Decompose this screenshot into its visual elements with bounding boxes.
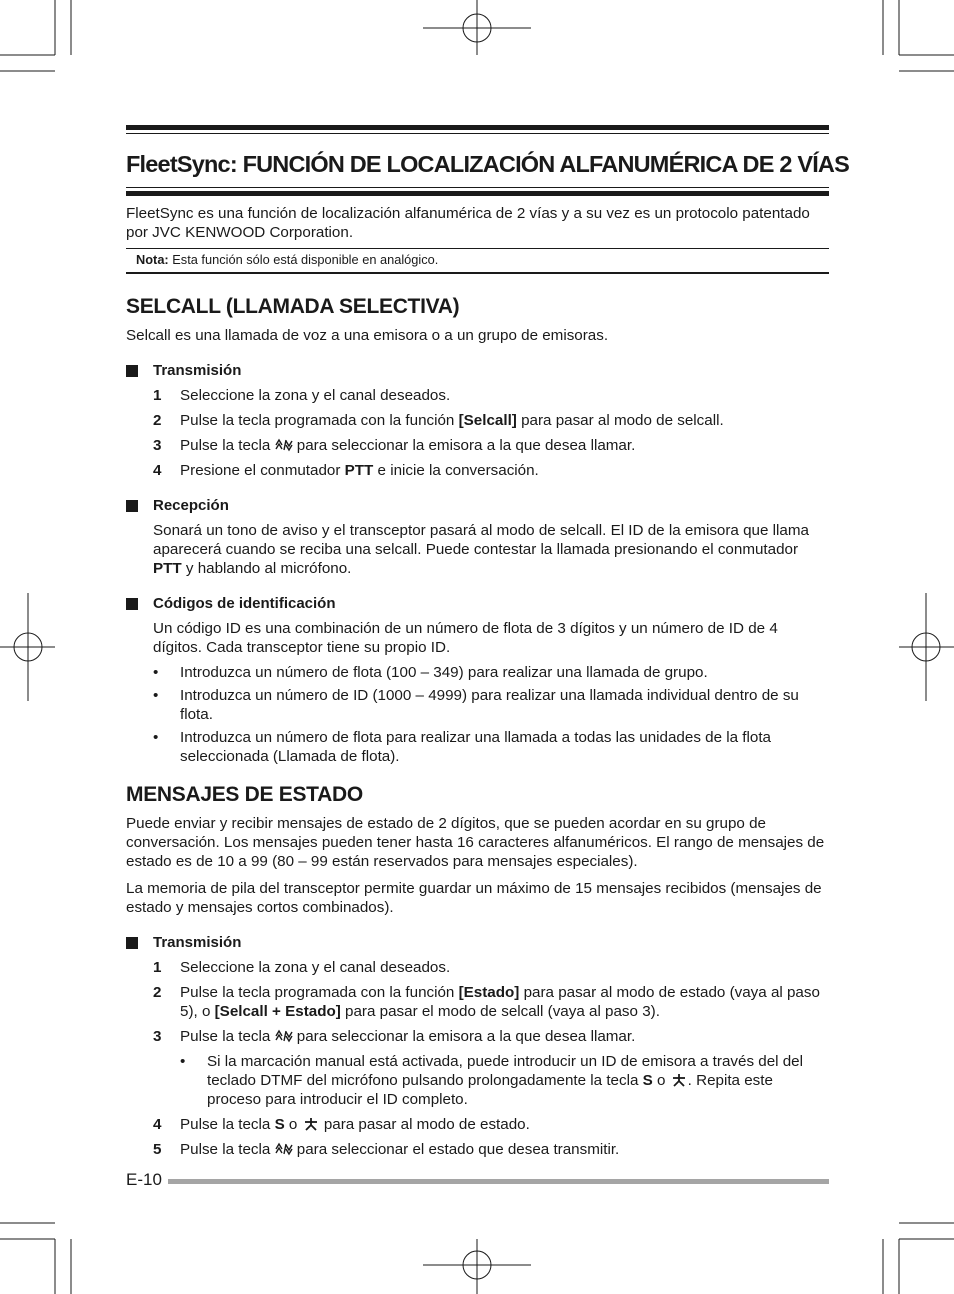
subheading-label: Transmisión (153, 362, 242, 379)
list-item (126, 1027, 829, 1109)
step-text: Pulse la tecla para seleccionar la emisora a la que desea llamar. (180, 437, 636, 454)
asterisk-key-icon (670, 1073, 688, 1087)
page-content (126, 125, 849, 1165)
subheading-label: Recepción (153, 497, 229, 514)
step-number: 2 (153, 984, 162, 1001)
up-down-key-icon (275, 438, 293, 452)
step-text: Seleccione la zona y el canal deseados. (180, 959, 451, 976)
step-number: 3 (153, 437, 162, 454)
id-codes-bullets (126, 663, 829, 766)
selcall-steps (126, 386, 829, 480)
note-label: Nota: (136, 252, 169, 267)
sub-bullet: • Si la marcación manual está activada, puede introducir un ID de emisora a través del del teclado DTMF del micrófono pulsando prolongadamente la tecla S o . Repita este proceso para introducir el ID completo. (180, 1053, 804, 1108)
step-text: Pulse la tecla para seleccionar el estado que desea transmitir. (180, 1141, 620, 1158)
note-box (126, 248, 829, 274)
subheading-label: Transmisión (153, 934, 242, 951)
step-number: 3 (153, 1028, 162, 1045)
list-item (126, 958, 829, 977)
step-text: Pulse la tecla programada con la función [Selcall] para pasar al modo de selcall. (180, 412, 724, 429)
id-codes-text: Un código ID es una combinación de un número de flota de 3 dígitos y un número de ID de 4 dígitos. Cada transceptor tiene su propio ID. (153, 620, 778, 656)
selcall-intro: Selcall es una llamada de voz a una emisora o a un grupo de emisoras. (126, 327, 609, 344)
page-footer (126, 1170, 829, 1190)
bullet-symbol: • (153, 687, 159, 704)
status-paragraph-1: Puede enviar y recibir mensajes de estado de 2 dígitos, que se pueden acordar en su grupo de conversación. Los mensajes pueden tener hasta 16 caracteres alfanuméricos. El rango de mensajes de estado es de 10 a 99 (80 – 99 están reservados para mensajes especiales). (126, 815, 825, 870)
step-text: Pulse la tecla programada con la función [Estado] para pasar al modo de estado (vaya al paso 5), o [Selcall + Estado] para pasar el modo de selcall (vaya al paso 3). (180, 984, 820, 1020)
section-heading-selcall: SELCALL (LLAMADA SELECTIVA) (126, 295, 460, 318)
subheading-transmission (126, 361, 829, 380)
bullet-symbol: • (180, 1053, 186, 1070)
list-item (126, 436, 829, 455)
reception-text: Sonará un tono de aviso y el transceptor pasará al modo de selcall. El ID de la emisora que llama aparecerá cuando se reciba una selcall. Puede contestar la llamada presionando el conmutador PTT y hablando al micrófono. (153, 522, 809, 577)
step-number: 2 (153, 412, 162, 429)
black-square-icon (126, 598, 138, 610)
subheading-reception (126, 496, 829, 515)
bullet-symbol: • (153, 729, 159, 746)
subheading-status-transmission (126, 933, 829, 952)
step-number: 1 (153, 387, 162, 404)
list-item: • Introduzca un número de flota (100 – 349) para realizar una llamada de grupo. (126, 663, 829, 682)
step-text: Presione el conmutador PTT e inicie la conversación. (180, 462, 539, 479)
subheading-id-codes (126, 594, 829, 613)
step-number: 4 (153, 462, 162, 479)
black-square-icon (126, 500, 138, 512)
footer-rule (168, 1179, 829, 1184)
step-text: Pulse la tecla S o para pasar al modo de estado. (180, 1116, 530, 1133)
step-number: 5 (153, 1141, 162, 1158)
status-steps (126, 958, 829, 1159)
list-item: • Introduzca un número de flota para realizar una llamada a todas las unidades de la flota seleccionada (Llamada de flota). (126, 728, 829, 766)
list-item (126, 411, 829, 430)
list-item (126, 461, 829, 480)
step-number: 1 (153, 959, 162, 976)
list-item (126, 386, 829, 405)
black-square-icon (126, 365, 138, 377)
list-item (126, 983, 829, 1021)
title-rule-top (126, 125, 829, 134)
step-text: Pulse la tecla para seleccionar la emisora a la que desea llamar. • Si la marcación manual está activada, puede introducir un ID de emisora a través del del teclado DTMF del micrófono pulsando prolongadamente la tecla S o . Repita este proceso para introducir el ID completo. (180, 1027, 829, 1109)
asterisk-key-icon (302, 1117, 320, 1131)
list-item (126, 1115, 829, 1134)
page-number: E-10 (126, 1170, 162, 1189)
note-text: Esta función sólo está disponible en analógico. (168, 252, 439, 267)
status-paragraph-2: La memoria de pila del transceptor permite guardar un máximo de 15 mensajes recibidos (mensajes de estado y mensajes cortos combinados). (126, 880, 822, 916)
subheading-label: Códigos de identificación (153, 595, 336, 612)
page-title: FleetSync: FUNCIÓN DE LOCALIZACIÓN ALFANUMÉRICA DE 2 VÍAS (126, 151, 849, 177)
list-item: • Introduzca un número de ID (1000 – 4999) para realizar una llamada individual dentro de su flota. (126, 686, 829, 724)
up-down-key-icon (275, 1029, 293, 1043)
black-square-icon (126, 937, 138, 949)
section-heading-status: MENSAJES DE ESTADO (126, 783, 363, 806)
intro-paragraph: FleetSync es una función de localización alfanumérica de 2 vías y a su vez es un protocolo patentado por JVC KENWOOD Corporation. (126, 205, 810, 241)
up-down-key-icon (275, 1142, 293, 1156)
title-rule-bottom (126, 187, 829, 196)
list-item (126, 1140, 829, 1159)
step-number: 4 (153, 1116, 162, 1133)
step-text: Seleccione la zona y el canal deseados. (180, 387, 451, 404)
bullet-symbol: • (153, 664, 159, 681)
